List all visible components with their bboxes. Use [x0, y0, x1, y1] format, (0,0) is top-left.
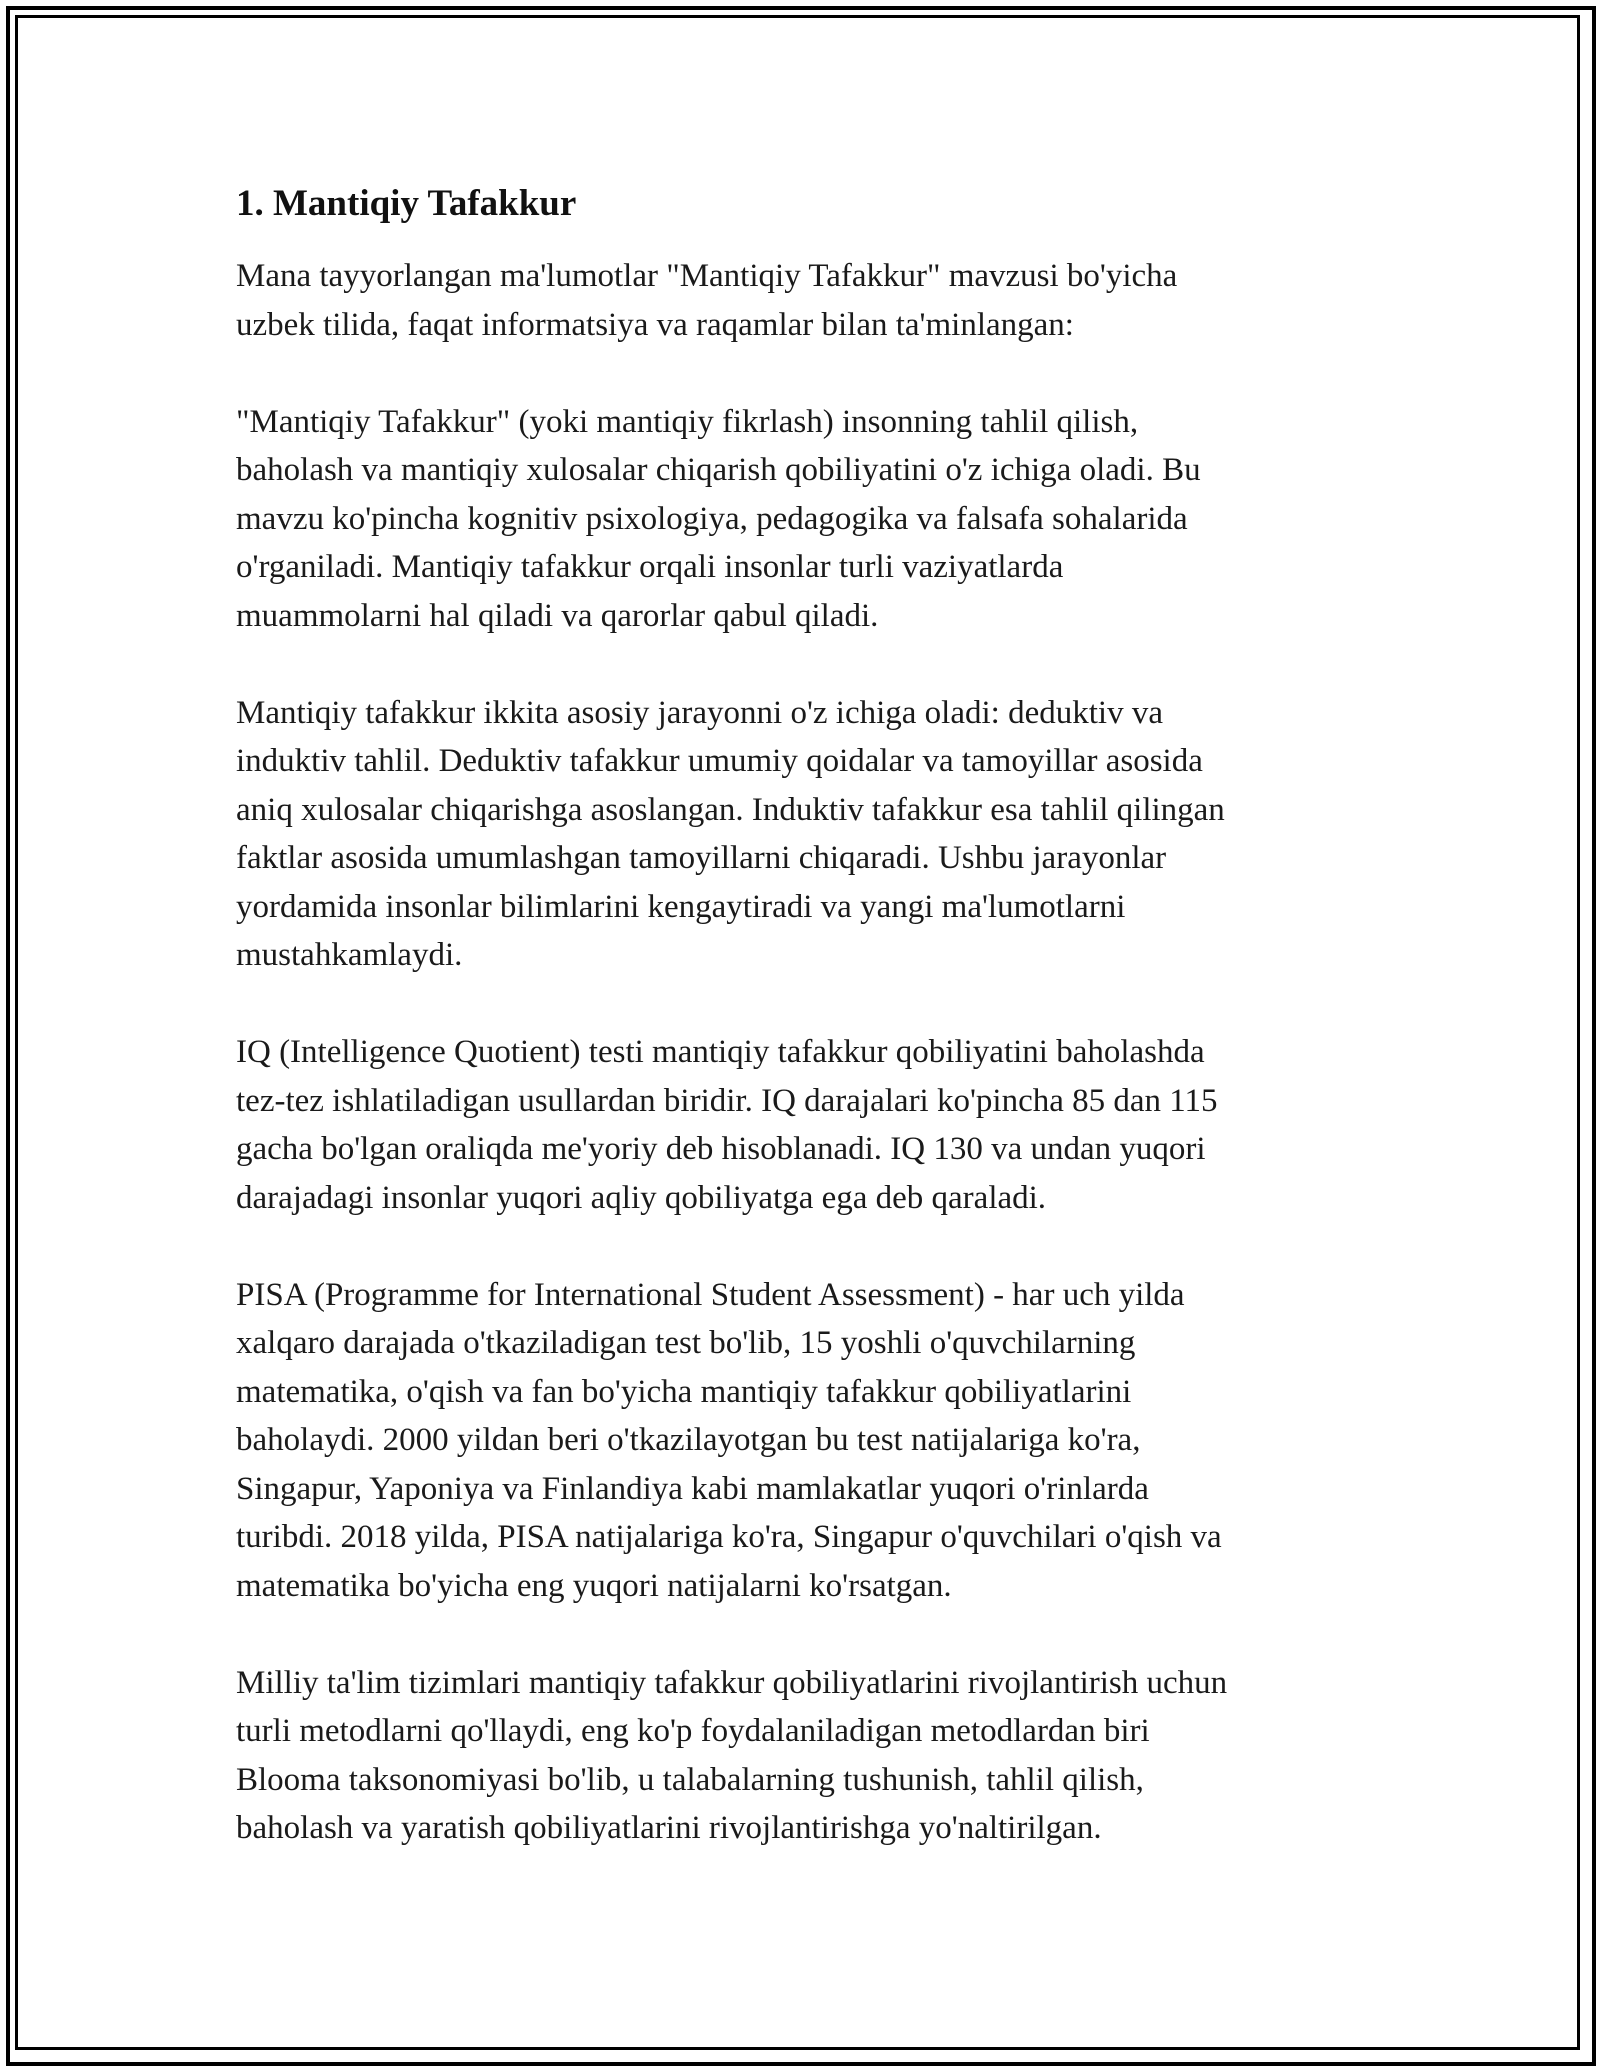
text-line: yordamida insonlar bilimlarini kengaytiradi va yangi ma'lumotlarni [236, 888, 1126, 925]
paragraph-deductive-inductive [236, 689, 1356, 980]
text-line: induktiv tahlil. Deduktiv tafakkur umumiy qoidalar va tamoyillar asosida [236, 743, 1203, 779]
text-line: uzbek tilida, faqat informatsiya va raqamlar bilan ta'minlangan: [236, 306, 1074, 343]
text-line: turli metodlarni qo'llaydi, eng ko'p foydalaniladigan metodlardan biri [236, 1713, 1150, 1749]
text-line: Mana tayyorlangan ma'lumotlar "Mantiqiy Tafakkur" mavzusi bo'yicha [236, 258, 1178, 294]
text-line: Mantiqiy tafakkur ikkita asosiy jarayonni o'z ichiga oladi: deduktiv va [236, 694, 1163, 731]
paragraph-iq [236, 1028, 1356, 1222]
paragraph-definition [236, 398, 1356, 641]
text-line: mavzu ko'pincha kognitiv psixologiya, pedagogika va falsafa sohalarida [236, 500, 1188, 537]
text-line: baholash va yaratish qobiliyatlarini rivojlantirishga yo'naltirilgan. [236, 1810, 1102, 1846]
document-body [236, 178, 1356, 1853]
text-line: gacha bo'lgan oraliqda me'yoriy deb hisoblanadi. IQ 130 va undan yuqori [236, 1131, 1206, 1167]
text-line: xalqaro darajada o'tkaziladigan test bo'lib, 15 yoshli o'quvchilarning [236, 1325, 1136, 1361]
paragraph-intro [236, 252, 1356, 349]
text-line: baholash va mantiqiy xulosalar chiqarish qobiliyatini o'z ichiga oladi. Bu [236, 452, 1201, 488]
text-line: Blooma taksonomiyasi bo'lib, u talabalarning tushunish, tahlil qilish, [236, 1761, 1144, 1798]
text-line: Milliy ta'lim tizimlari mantiqiy tafakkur qobiliyatlarini rivojlantirish uchun [236, 1664, 1228, 1701]
text-line: matematika bo'yicha eng yuqori natijalarni ko'rsatgan. [236, 1567, 952, 1604]
text-line: darajadagi insonlar yuqori aqliy qobiliyatga ega deb qaraladi. [236, 1179, 1047, 1216]
text-line: PISA (Programme for International Student Assessment) - har uch yilda [236, 1276, 1185, 1313]
text-line: o'rganiladi. Mantiqiy tafakkur orqali insonlar turli vaziyatlarda [236, 549, 1064, 585]
text-line: IQ (Intelligence Quotient) testi mantiqiy tafakkur qobiliyatini baholashda [236, 1034, 1205, 1070]
text-line: matematika, o'qish va fan bo'yicha mantiqiy tafakkur qobiliyatlarini [236, 1373, 1132, 1410]
text-line: mustahkamlaydi. [236, 937, 463, 973]
text-line: muammolarni hal qiladi va qarorlar qabul qiladi. [236, 597, 879, 634]
text-line: faktlar asosida umumlashgan tamoyillarni chiqaradi. Ushbu jarayonlar [236, 840, 1167, 876]
text-line: aniq xulosalar chiqarishga asoslangan. Induktiv tafakkur esa tahlil qilingan [236, 791, 1225, 828]
text-line: Singapur, Yaponiya va Finlandiya kabi mamlakatlar yuqori o'rinlarda [236, 1470, 1149, 1507]
paragraph-education-systems [236, 1659, 1356, 1853]
text-line: turibdi. 2018 yilda, PISA natijalariga ko'ra, Singapur o'quvchilari o'qish va [236, 1519, 1222, 1555]
paragraph-pisa [236, 1271, 1356, 1611]
text-line: baholaydi. 2000 yildan beri o'tkazilayotgan bu test natijalariga ko'ra, [236, 1422, 1141, 1458]
section-heading: 1. Mantiqiy Tafakkur [236, 183, 577, 224]
text-line: "Mantiqiy Tafakkur" (yoki mantiqiy fikrlash) insonning tahlil qilish, [236, 403, 1139, 440]
text-line: tez-tez ishlatiladigan usullardan biridir. IQ darajalari ko'pincha 85 dan 115 [236, 1082, 1218, 1119]
